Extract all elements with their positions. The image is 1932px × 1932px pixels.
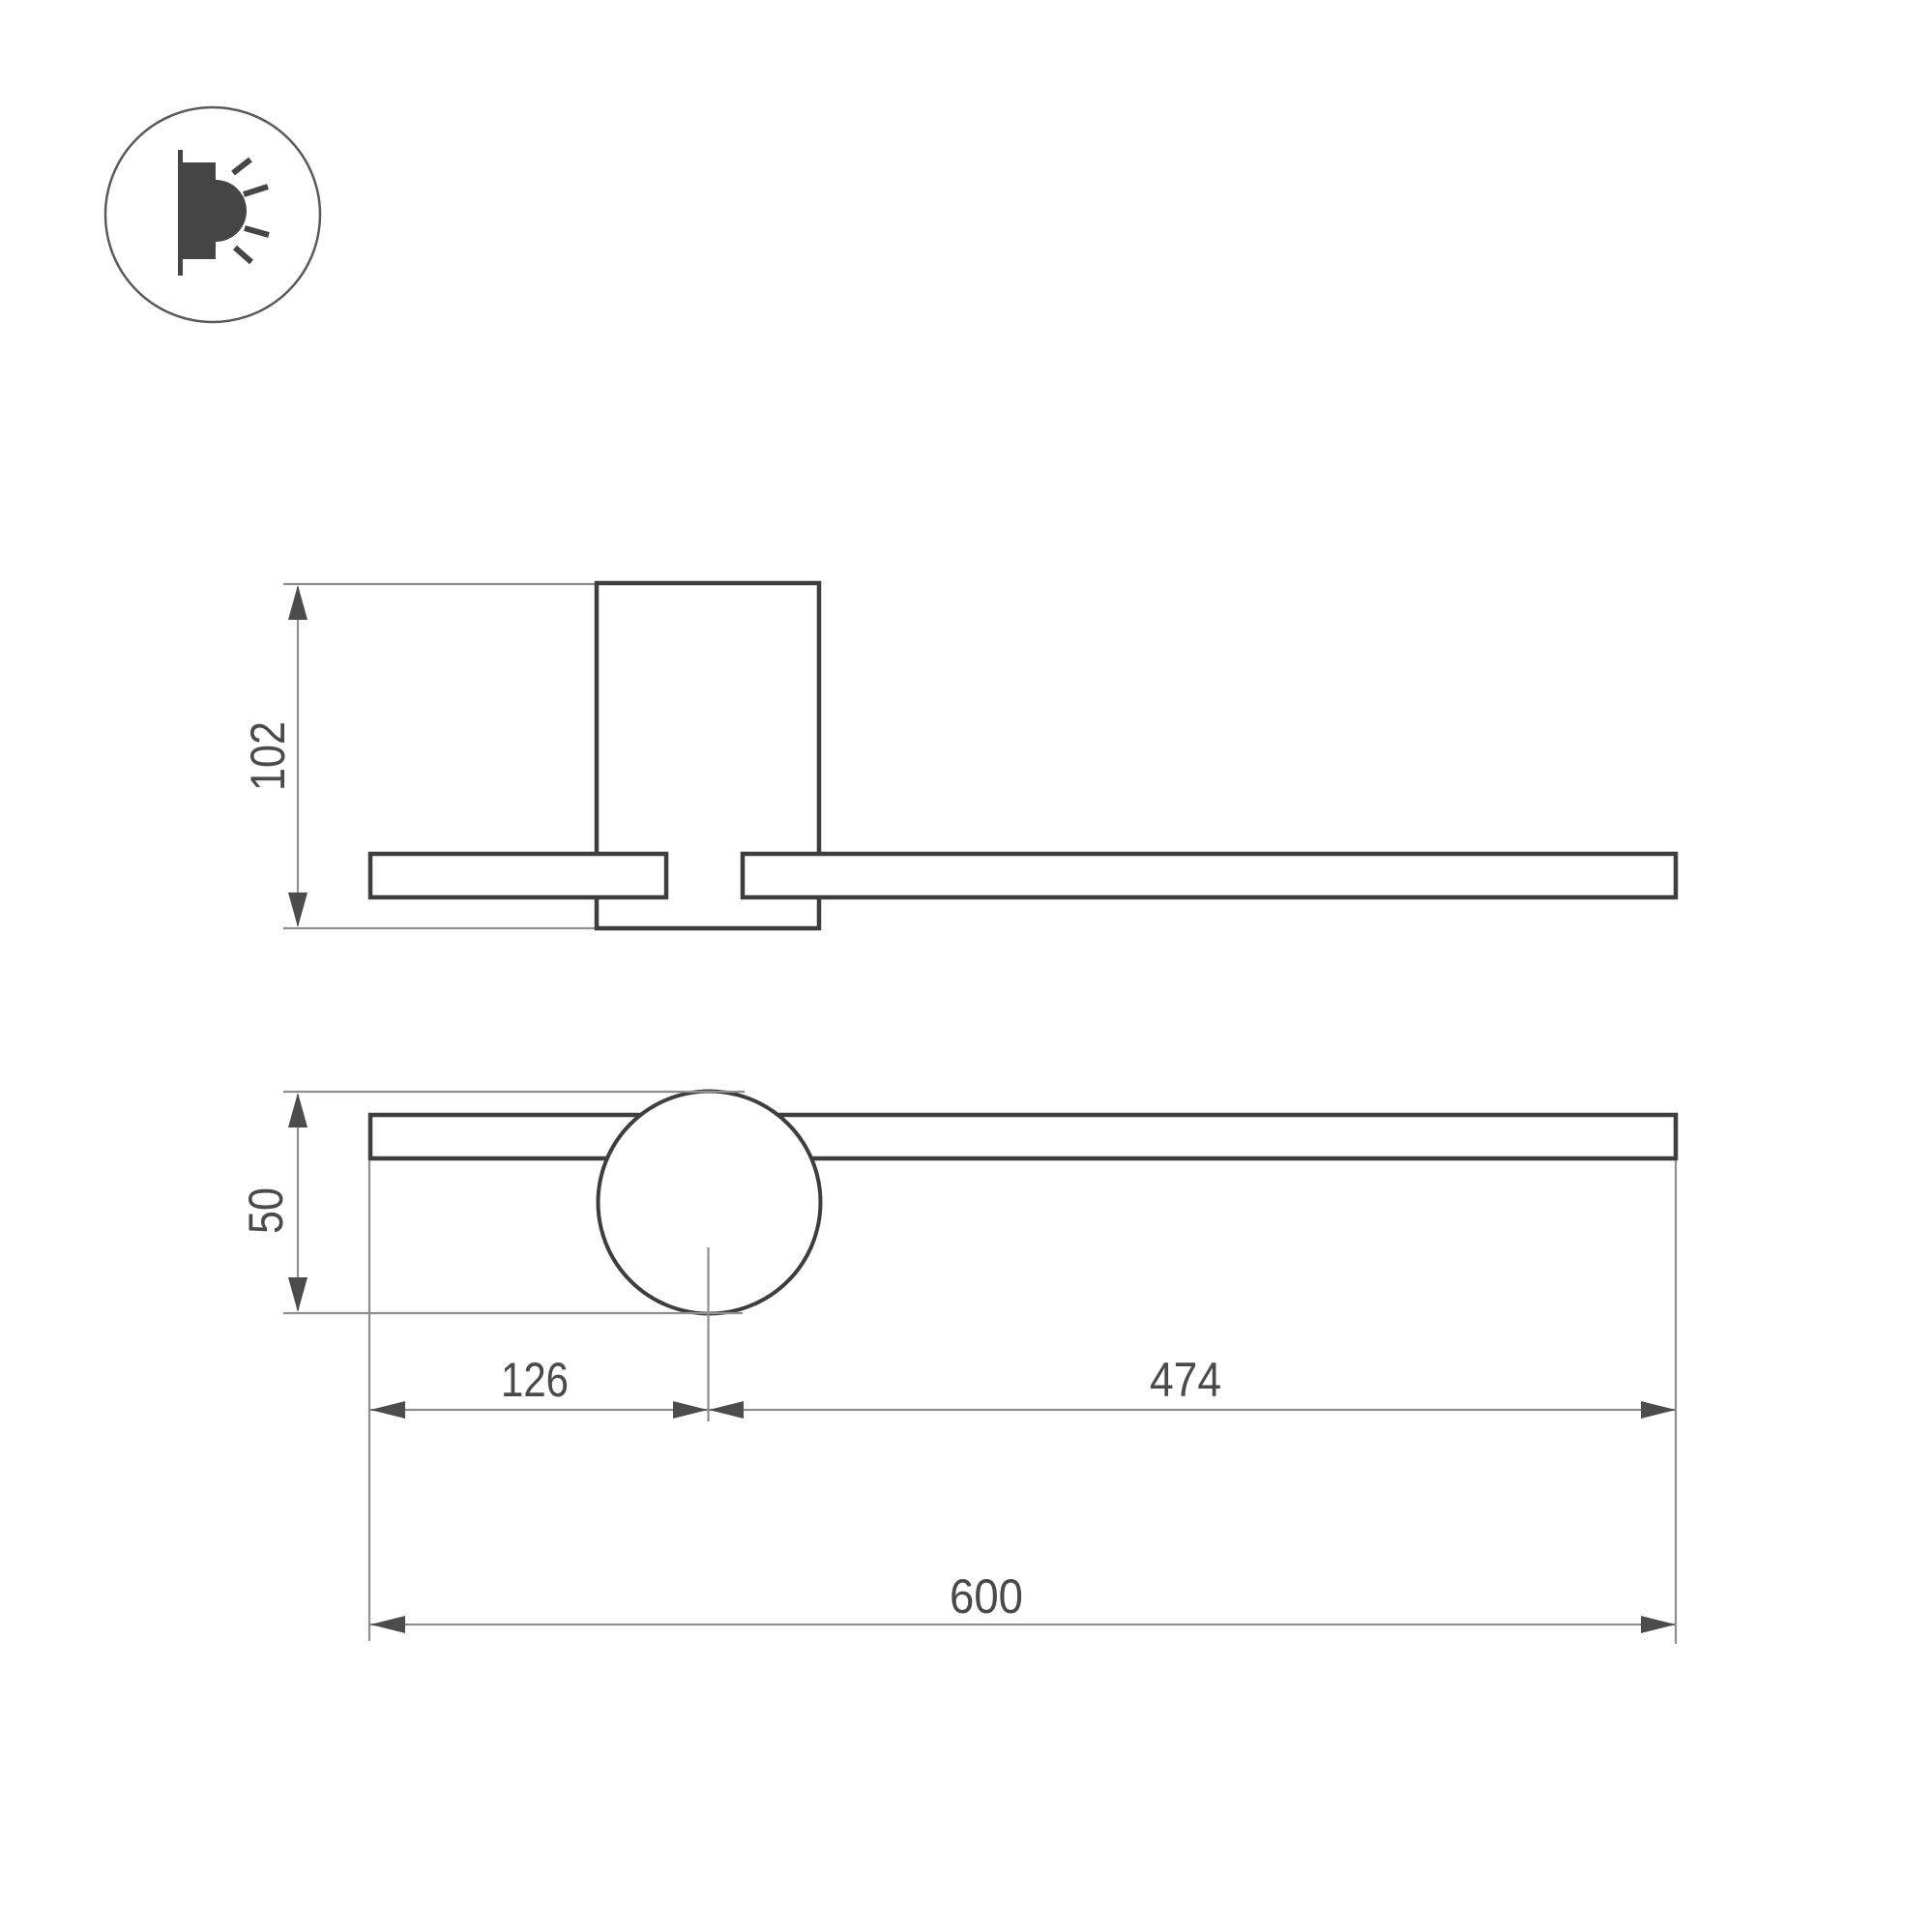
arrow-up bbox=[288, 1093, 307, 1127]
left-offset-dimension-label: 126 bbox=[501, 1353, 569, 1407]
side-view-right-arm bbox=[743, 854, 1676, 897]
arrow-right bbox=[1641, 1401, 1676, 1419]
front-view-light-bar bbox=[370, 1115, 1676, 1158]
arrow-right bbox=[673, 1401, 708, 1419]
side-height-dimension-label: 102 bbox=[241, 710, 295, 791]
icon-lamp-body bbox=[183, 162, 216, 259]
arrow-down bbox=[288, 893, 307, 927]
side-view-left-arm bbox=[370, 854, 666, 897]
arrow-down bbox=[288, 1277, 307, 1312]
arrow-left bbox=[370, 1401, 405, 1419]
front-view bbox=[239, 1092, 1676, 1645]
side-view bbox=[241, 583, 1676, 928]
total-width-dimension-label: 600 bbox=[950, 1569, 1023, 1624]
wall-light-icon bbox=[105, 107, 320, 322]
front-view-extension-lines bbox=[283, 1092, 1676, 1644]
front-height-dimension-label: 50 bbox=[239, 1180, 293, 1234]
right-span-dimension-label: 474 bbox=[1150, 1353, 1221, 1407]
arrow-left bbox=[709, 1401, 744, 1419]
arrow-up bbox=[288, 585, 307, 620]
arrow-right bbox=[1641, 1616, 1676, 1633]
arrow-left bbox=[370, 1616, 405, 1633]
